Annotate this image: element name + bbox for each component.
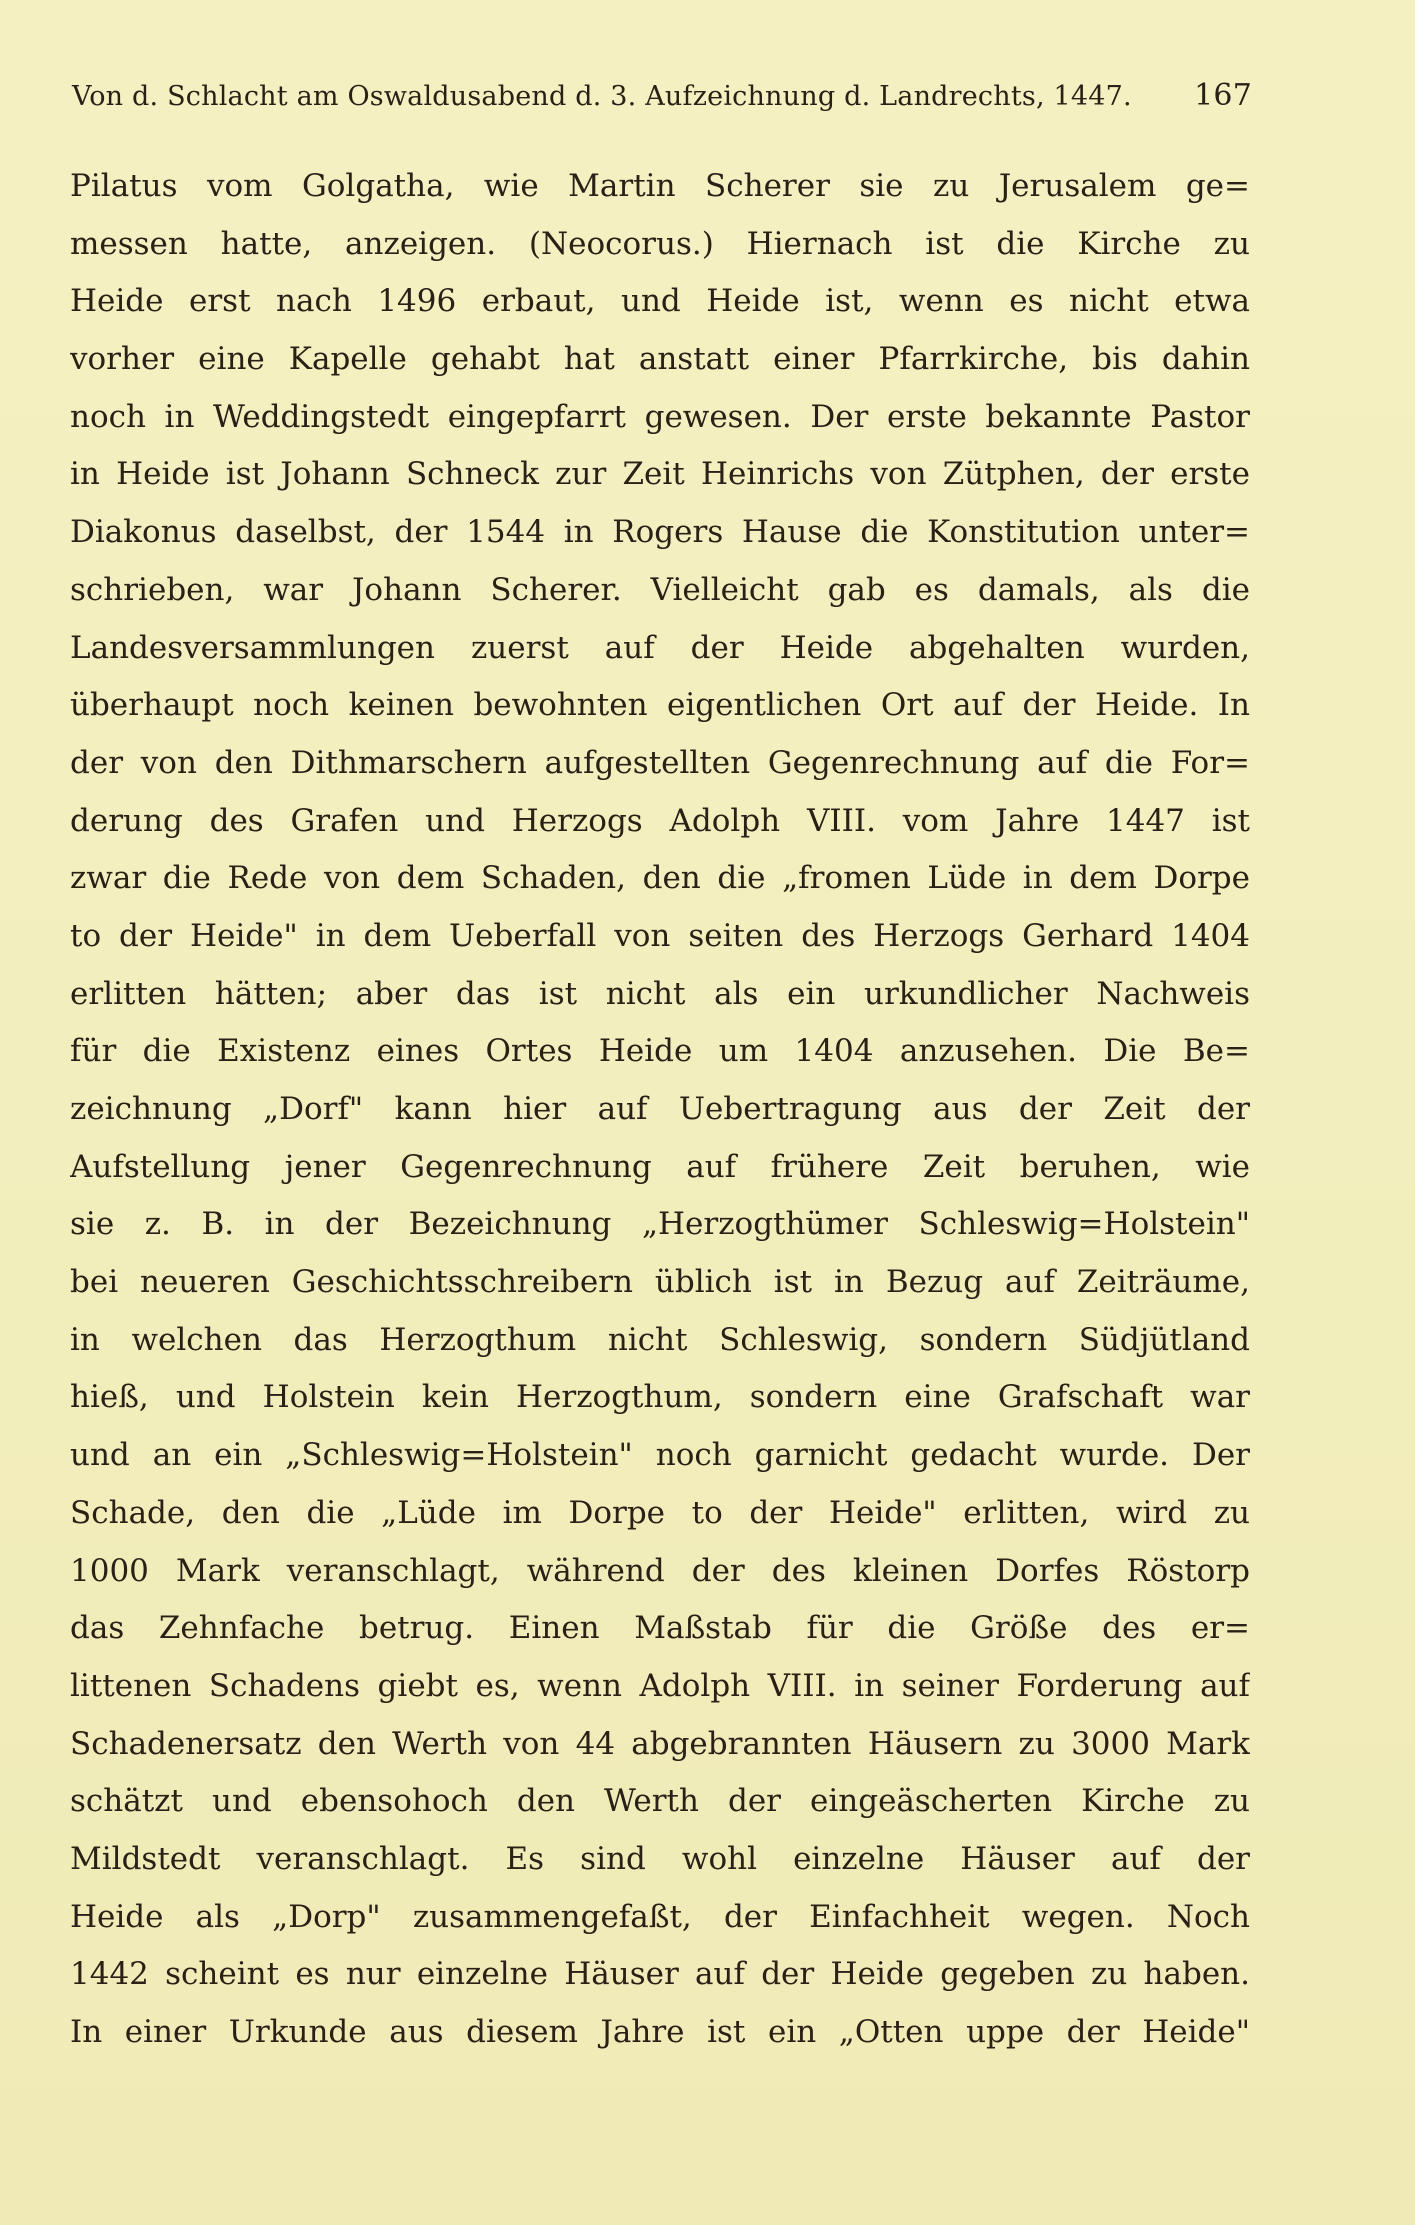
text-line: zwar die Rede von dem Schaden, den die „fromen Lüde in dem Dorpe	[70, 860, 1250, 897]
text-line: für die Existenz eines Ortes Heide um 1404 anzusehen. Die Be=	[70, 1033, 1250, 1070]
text-line: und an ein „Schleswig=Holstein" noch garnicht gedacht wurde. Der	[70, 1437, 1250, 1474]
text-line: In einer Urkunde aus diesem Jahre ist ein „Otten uppe der Heide"	[70, 2014, 1250, 2050]
text-line: Landesversammlungen zuerst auf der Heide abgehalten wurden,	[70, 629, 1250, 666]
page-number: 167	[1194, 78, 1252, 113]
text-line: zeichnung „Dorf" kann hier auf Uebertragung aus der Zeit der	[70, 1091, 1250, 1127]
running-head-title: Von d. Schlacht am Oswaldusabend d. 3. Aufzeichnung d. Landrechts, 1447.	[72, 81, 1132, 112]
text-line: das Zehnfache betrug. Einen Maßstab für die Größe des er=	[70, 1610, 1250, 1647]
text-line: Schade, den die „Lüde im Dorpe to der Heide" erlitten, wird zu	[70, 1494, 1250, 1531]
text-line: Aufstellung jener Gegenrechnung auf frühere Zeit beruhen, wie	[70, 1148, 1250, 1185]
text-line: erlitten hätten; aber das ist nicht als ein urkundlicher Nachweis	[70, 975, 1250, 1012]
text-line: messen hatte, anzeigen. (Neocorus.) Hiernach ist die Kirche zu	[70, 225, 1250, 262]
text-line: to der Heide" in dem Ueberfall von seiten des Herzogs Gerhard 1404	[70, 917, 1250, 954]
text-line: bei neueren Geschichtsschreibern üblich ist in Bezug auf Zeiträume,	[70, 1264, 1250, 1301]
text-line: derung des Grafen und Herzogs Adolph VIII. vom Jahre 1447 ist	[70, 802, 1250, 839]
text-line: schrieben, war Johann Scherer. Vielleicht gab es damals, als die	[70, 571, 1250, 608]
text-line: Heide erst nach 1496 erbaut, und Heide ist, wenn es nicht etwa	[70, 283, 1250, 320]
text-line: schätzt und ebensohoch den Werth der eingeäscherten Kirche zu	[70, 1783, 1250, 1820]
text-line: sie z. B. in der Bezeichnung „Herzogthümer Schleswig=Holstein"	[70, 1206, 1250, 1243]
text-line: 1442 scheint es nur einzelne Häuser auf der Heide gegeben zu haben.	[70, 1956, 1250, 1993]
text-line: überhaupt noch keinen bewohnten eigentlichen Ort auf der Heide. In	[70, 687, 1250, 724]
text-line: Diakonus daselbst, der 1544 in Rogers Hause die Konstitution unter=	[70, 514, 1250, 551]
text-line: littenen Schadens giebt es, wenn Adolph VIII. in seiner Forderung auf	[70, 1667, 1250, 1704]
text-line: in Heide ist Johann Schneck zur Zeit Heinrichs von Zütphen, der erste	[70, 456, 1250, 493]
running-head	[72, 78, 1252, 113]
text-line: Mildstedt veranschlagt. Es sind wohl einzelne Häuser auf der	[70, 1840, 1250, 1877]
text-line: Pilatus vom Golgatha, wie Martin Scherer sie zu Jerusalem ge=	[70, 168, 1250, 204]
text-line: der von den Dithmarschern aufgestellten Gegenrechnung auf die For=	[70, 744, 1250, 781]
text-line: 1000 Mark veranschlagt, während der des kleinen Dorfes Röstorp	[70, 1552, 1250, 1589]
text-line: Heide als „Dorp" zusammengefaßt, der Einfachheit wegen. Noch	[70, 1898, 1250, 1935]
body-text	[70, 158, 1250, 2062]
text-line: Schadenersatz den Werth von 44 abgebrannten Häusern zu 3000 Mark	[70, 1725, 1250, 1762]
text-line: vorher eine Kapelle gehabt hat anstatt einer Pfarrkirche, bis dahin	[70, 341, 1250, 378]
text-line: hieß, und Holstein kein Herzogthum, sondern eine Grafschaft war	[70, 1379, 1250, 1416]
text-line: in welchen das Herzogthum nicht Schleswig, sondern Südjütland	[70, 1321, 1250, 1358]
text-line: noch in Weddingstedt eingepfarrt gewesen. Der erste bekannte Pastor	[70, 398, 1250, 435]
